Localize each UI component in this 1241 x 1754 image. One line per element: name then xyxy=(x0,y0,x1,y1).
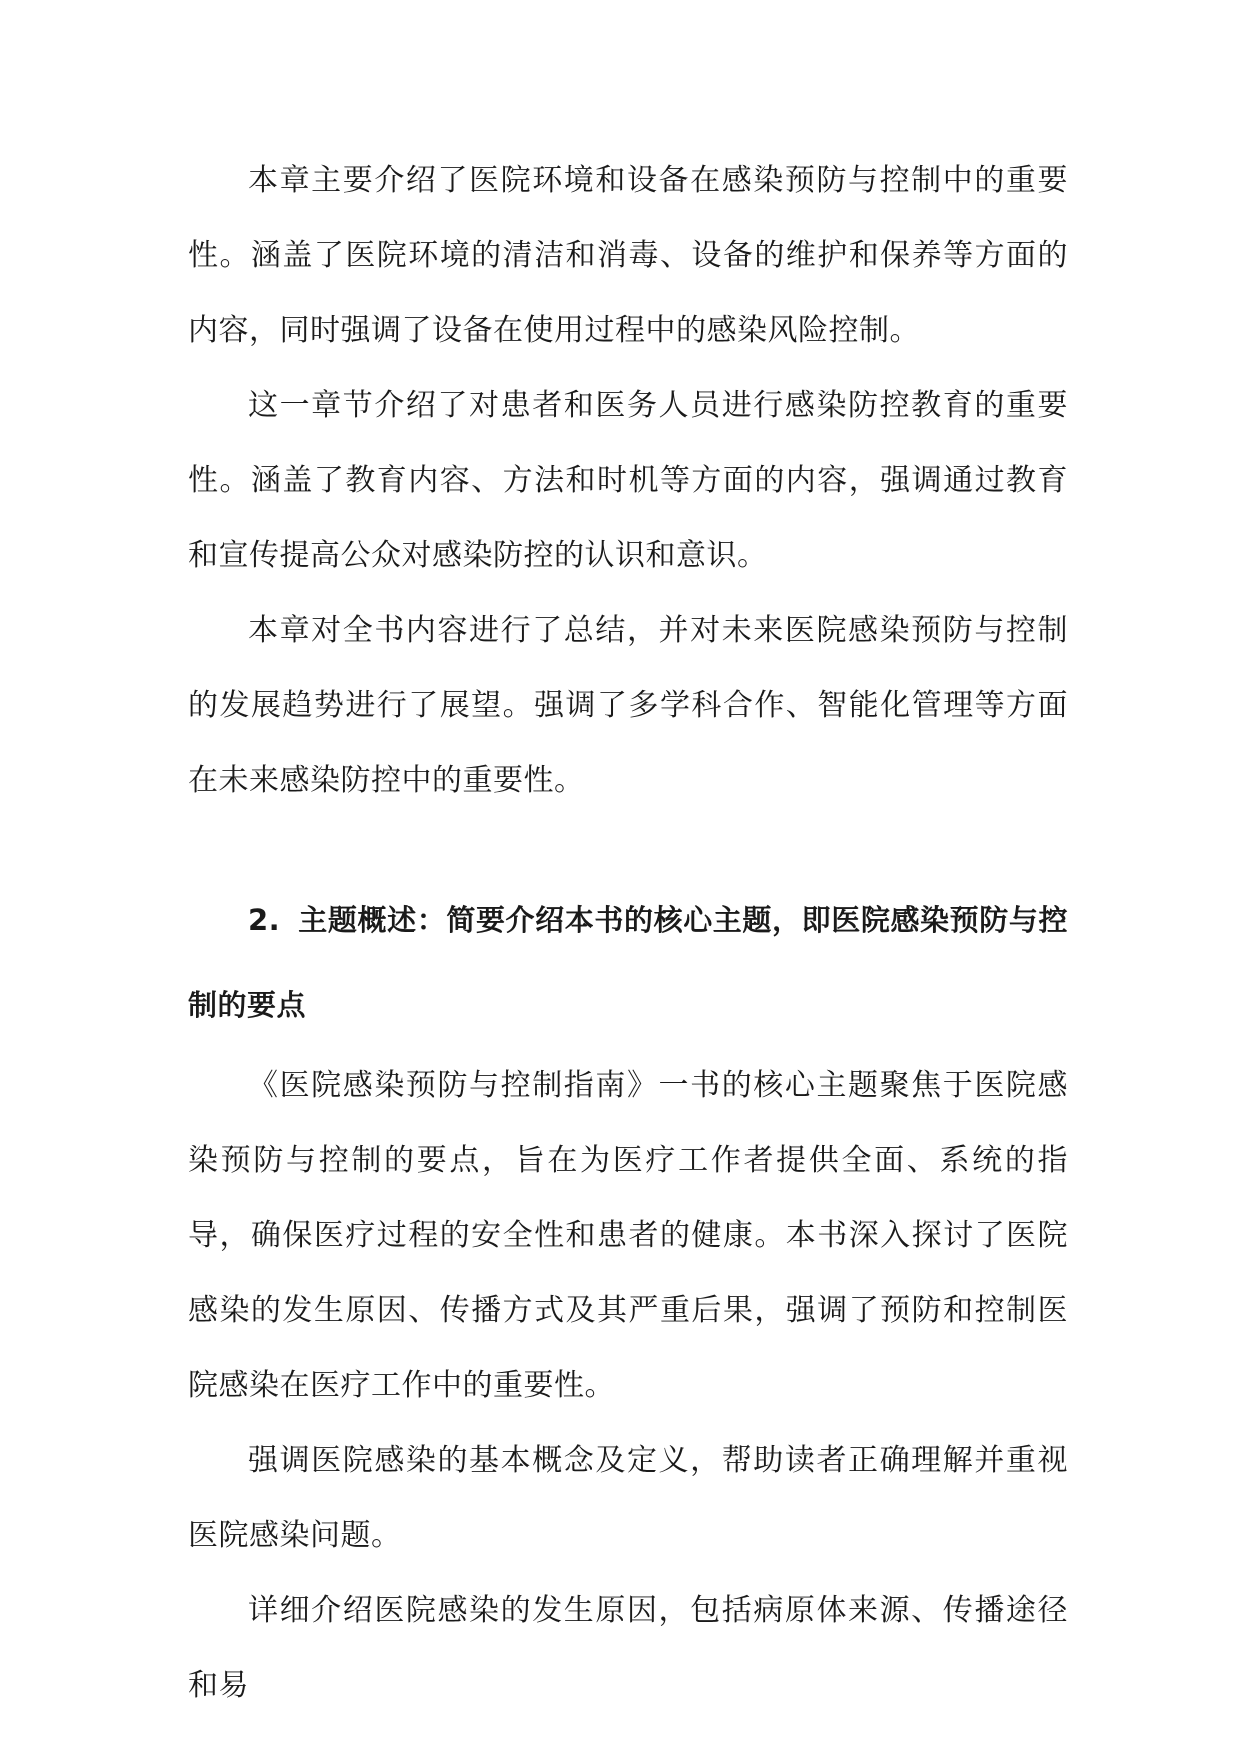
section-number: 2. xyxy=(248,903,281,937)
section-title: 主题概述：简要介绍本书的核心主题，即医院感染预防与控制的要点 xyxy=(188,903,1068,1022)
document-body xyxy=(188,143,1068,1723)
paragraph-causes: 详细介绍医院感染的发生原因，包括病原体来源、传播途径和易 xyxy=(188,1593,1068,1703)
paragraph-environment-equipment: 本章主要介绍了医院环境和设备在感染预防与控制中的重要性。涵盖了医院环境的清洁和消毒、设备的维护和保养等方面的内容，同时强调了设备在使用过程中的感染风险控制。 xyxy=(188,163,1068,348)
paragraph-infection-education: 这一章节介绍了对患者和医务人员进行感染防控教育的重要性。涵盖了教育内容、方法和时机等方面的内容，强调通过教育和宣传提高公众对感染防控的认识和意识。 xyxy=(188,388,1068,573)
paragraph-core-theme: 《医院感染预防与控制指南》一书的核心主题聚焦于医院感染预防与控制的要点，旨在为医疗工作者提供全面、系统的指导，确保医疗过程的安全性和患者的健康。本书深入探讨了医院感染的发生原因、传播方式及其严重后果，强调了预防和控制医院感染在医疗工作中的重要性。 xyxy=(188,1068,1068,1403)
section-heading xyxy=(188,878,1068,1048)
paragraph-summary-outlook: 本章对全书内容进行了总结，并对未来医院感染预防与控制的发展趋势进行了展望。强调了多学科合作、智能化管理等方面在未来感染防控中的重要性。 xyxy=(188,613,1068,798)
paragraph-basic-concepts: 强调医院感染的基本概念及定义，帮助读者正确理解并重视医院感染问题。 xyxy=(188,1443,1068,1553)
